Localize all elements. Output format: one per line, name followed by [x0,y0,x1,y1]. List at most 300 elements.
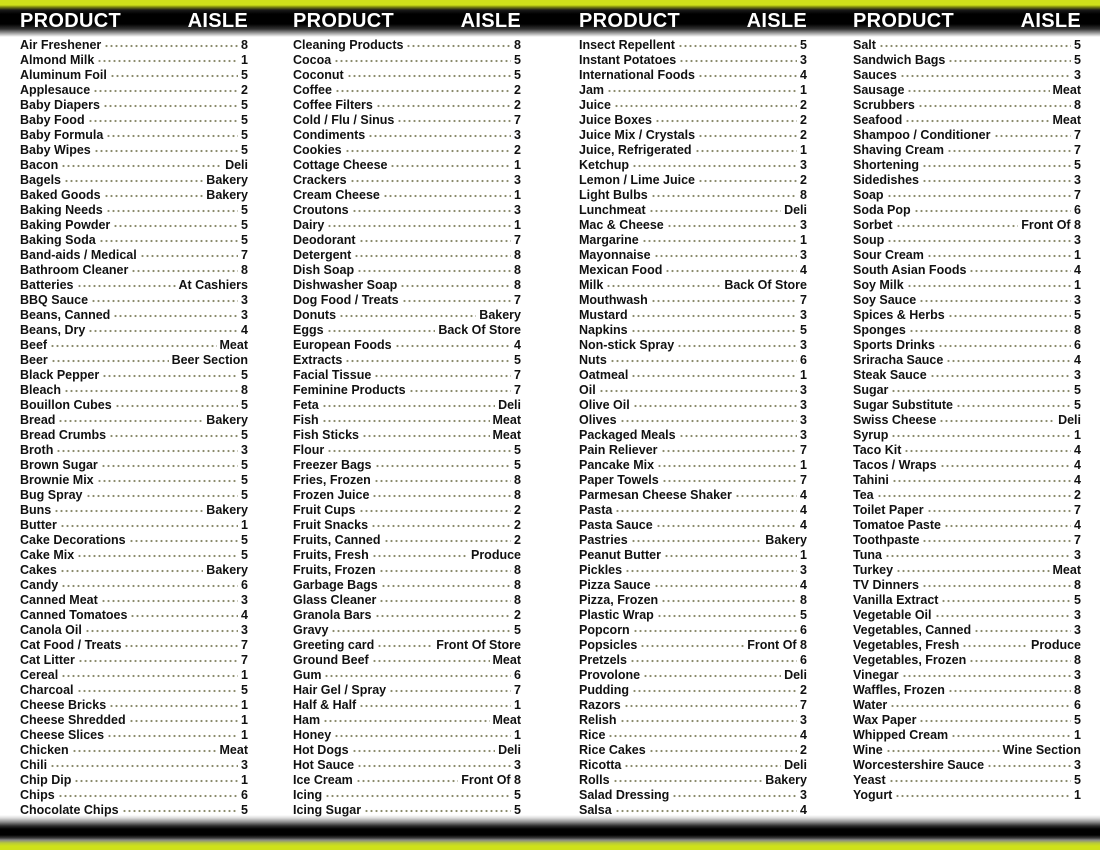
product-name: Cheese Shredded [20,713,126,727]
aisle-value: 3 [800,338,807,352]
dot-leader [930,374,1071,378]
dot-leader [614,104,797,108]
dot-leader [377,644,433,648]
product-row [579,278,807,293]
product-name: Gravy [293,623,329,637]
aisle-value: 2 [514,503,521,517]
product-name: Instant Potatoes [579,53,677,67]
aisle-value: 8 [514,263,521,277]
aisle-value: Bakery [765,773,807,787]
product-name: Soap [853,188,884,202]
product-name: Band-aids / Medical [20,248,137,262]
aisle-value: Bakery [479,308,521,322]
product-name: Baby Formula [20,128,104,142]
dot-leader [620,719,798,723]
aisle-value: Back Of Store [438,323,521,337]
aisle-value: 7 [1074,503,1081,517]
aisle-value: 3 [800,158,807,172]
aisle-value: Bakery [206,503,248,517]
product-row [853,83,1081,98]
product-name: Granola Bars [293,608,372,622]
bottom-band [0,815,1100,850]
product-name: Soup [853,233,885,247]
product-row [293,563,521,578]
dot-leader [74,779,238,783]
product-row [853,488,1081,503]
product-row [293,383,521,398]
aisle-value: 2 [800,113,807,127]
dot-leader [633,404,797,408]
aisle-value: 1 [514,188,521,202]
aisle-value: 5 [1074,713,1081,727]
product-row [293,473,521,488]
dot-leader [106,134,238,138]
product-name: Cake Mix [20,548,75,562]
aisle-value: Meat [492,653,521,667]
product-name: Pain Reliever [579,443,658,457]
aisle-value: 5 [241,218,248,232]
aisle-value: 8 [1074,98,1081,112]
product-row [293,788,521,803]
dot-leader [599,389,797,393]
product-row [20,413,248,428]
aisle-value: 7 [800,443,807,457]
product-row [853,458,1081,473]
product-row [579,533,807,548]
aisle-value: Meat [219,338,248,352]
aisle-value: 3 [800,788,807,802]
product-row [579,443,807,458]
product-list [293,38,521,818]
product-name: Chili [20,758,48,772]
dot-leader [97,59,238,63]
dot-leader [947,149,1071,153]
dot-leader [633,629,797,633]
dot-leader [94,149,238,153]
product-row [20,683,248,698]
dot-leader [889,779,1071,783]
product-row [20,533,248,548]
aisle-value: 3 [800,563,807,577]
dot-leader [371,524,511,528]
product-name: Relish [579,713,617,727]
product-row [293,458,521,473]
product-row [293,428,521,443]
product-name: Paper Towels [579,473,659,487]
product-name: Hot Sauce [293,758,355,772]
product-name: Condiments [293,128,366,142]
dot-leader [356,779,459,783]
product-name: Nuts [579,353,607,367]
dot-leader [895,794,1071,798]
dot-leader [374,374,511,378]
product-name: Sausage [853,83,905,97]
aisle-value: Meat [1052,113,1081,127]
dot-leader [922,179,1071,183]
product-row [579,743,807,758]
product-name: Vegetables, Canned [853,623,972,637]
product-name: Swiss Cheese [853,413,937,427]
product-row [20,113,248,128]
product-name: Fries, Frozen [293,473,371,487]
dot-leader [907,284,1071,288]
product-name: Fruits, Frozen [293,563,376,577]
aisle-value: 5 [514,443,521,457]
product-row [579,728,807,743]
product-row [293,173,521,188]
product-row [293,113,521,128]
product-name: Pizza, Frozen [579,593,659,607]
aisle-value: 3 [514,758,521,772]
aisle-value: 2 [800,173,807,187]
product-row [579,563,807,578]
product-name: Glass Cleaner [293,593,377,607]
aisle-value: 2 [800,683,807,697]
dot-leader [610,359,797,363]
product-name: Hair Gel / Spray [293,683,387,697]
product-name: European Foods [293,338,392,352]
product-row [20,338,248,353]
product-name: Wine [853,743,883,757]
dot-leader [389,689,511,693]
product-name: Salt [853,38,876,52]
product-row [20,143,248,158]
product-row [579,68,807,83]
dot-leader [85,629,238,633]
dot-leader [107,734,238,738]
dot-leader [106,209,238,213]
product-name: Dairy [293,218,325,232]
dot-leader [662,479,797,483]
aisle-value: 5 [241,68,248,82]
product-row [293,413,521,428]
aisle-value: 8 [800,593,807,607]
product-name: Mayonnaise [579,248,651,262]
aisle-value: 5 [241,113,248,127]
product-row [293,803,521,818]
dot-leader [677,344,797,348]
product-name: Sriracha Sauce [853,353,944,367]
dot-leader [327,449,511,453]
dot-leader [891,389,1071,393]
aisle-value: 1 [800,143,807,157]
product-name: Bacon [20,158,59,172]
dot-leader [357,269,511,273]
product-row [579,188,807,203]
dot-leader [896,569,1049,573]
product-name: Vegetables, Fresh [853,638,960,652]
product-row [293,728,521,743]
product-row [20,98,248,113]
product-row [579,518,807,533]
dot-leader [679,59,797,63]
aisle-value: 3 [1074,608,1081,622]
aisle-value: Meat [1052,83,1081,97]
product-name: Shampoo / Conditioner [853,128,991,142]
product-row [579,413,807,428]
product-name: Soy Milk [853,278,904,292]
product-name: Yogurt [853,788,893,802]
aisle-value: 5 [241,488,248,502]
product-name: Oil [579,383,596,397]
product-row [853,338,1081,353]
product-row [853,308,1081,323]
product-name: Cream Cheese [293,188,380,202]
dot-leader [362,434,490,438]
product-row [20,248,248,263]
dot-leader [664,554,797,558]
product-row [853,278,1081,293]
product-row [20,713,248,728]
product-row [579,368,807,383]
product-name: Tomatoe Paste [853,518,941,532]
product-row [293,98,521,113]
product-row [293,758,521,773]
aisle-value: 4 [800,803,807,817]
product-row [579,383,807,398]
product-name: International Foods [579,68,695,82]
aisle-value: 1 [241,713,248,727]
product-name: Margarine [579,233,639,247]
product-row [20,53,248,68]
product-row [293,578,521,593]
product-row [20,518,248,533]
dot-leader [735,494,797,498]
aisle-value: 8 [514,473,521,487]
product-row [853,98,1081,113]
aisle-value: Front Of Store [436,638,521,652]
product-name: Plastic Wrap [579,608,654,622]
aisle-value: 8 [241,38,248,52]
dot-leader [375,614,512,618]
product-row [20,608,248,623]
dot-leader [661,599,797,603]
product-row [293,443,521,458]
product-name: Baking Soda [20,233,96,247]
aisle-value: 4 [514,338,521,352]
dot-leader [113,314,238,318]
column-header [20,0,248,37]
aisle-value: 4 [241,608,248,622]
product-name: Ham [293,713,321,727]
product-name: Toilet Paper [853,503,924,517]
product-name: Beans, Canned [20,308,111,322]
aisle-value: 6 [800,653,807,667]
product-row [853,128,1081,143]
aisle-value: 3 [514,203,521,217]
dot-leader [368,134,511,138]
product-name: Tuna [853,548,882,562]
product-row [20,788,248,803]
product-column-3 [579,0,807,818]
product-name: Cat Food / Treats [20,638,122,652]
product-row [293,323,521,338]
product-row [293,623,521,638]
dot-leader [383,194,511,198]
aisle-value: 6 [1074,698,1081,712]
product-name: Bread Crumbs [20,428,107,442]
product-row [579,203,807,218]
product-row [853,593,1081,608]
product-row [579,128,807,143]
product-row [20,173,248,188]
product-name: Lemon / Lime Juice [579,173,696,187]
product-row [853,728,1081,743]
dot-leader [905,119,1049,123]
aisle-value: 3 [800,248,807,262]
aisle-value: 5 [241,98,248,112]
aisle-value: 8 [514,563,521,577]
product-name: Chips [20,788,55,802]
aisle-value: 3 [514,173,521,187]
aisle-value: Wine Section [1002,743,1081,757]
product-row [853,548,1081,563]
product-row [20,593,248,608]
product-row [853,698,1081,713]
aisle-value: 1 [1074,728,1081,742]
product-row [579,83,807,98]
dot-leader [122,809,238,813]
product-name: Pickles [579,563,623,577]
aisle-value: 1 [241,668,248,682]
product-name: Cheese Bricks [20,698,107,712]
column-header [853,0,1081,37]
product-row [293,713,521,728]
aisle-value: 1 [514,158,521,172]
product-name: Shaving Cream [853,143,945,157]
product-name: Tacos / Wraps [853,458,937,472]
product-row [853,113,1081,128]
aisle-value: 5 [241,533,248,547]
product-name: Cat Litter [20,653,75,667]
product-name: Baking Needs [20,203,103,217]
product-row [853,218,1081,233]
dot-leader [374,479,511,483]
dot-leader [86,494,239,498]
product-row [853,38,1081,53]
aisle-value: 1 [514,698,521,712]
aisle-value: 5 [241,398,248,412]
product-row [20,83,248,98]
aisle-value: 5 [800,323,807,337]
product-row [579,143,807,158]
aisle-value: 1 [800,83,807,97]
dot-leader [649,749,797,753]
product-row [853,188,1081,203]
product-name: Beer [20,353,48,367]
product-row [20,668,248,683]
aisle-value: Front Of 8 [461,773,521,787]
dot-leader [409,389,512,393]
product-row [853,608,1081,623]
product-name: Non-stick Spray [579,338,675,352]
dot-leader [64,179,203,183]
product-name: Vegetable Oil [853,608,932,622]
aisle-value: 5 [241,128,248,142]
dot-leader [395,344,511,348]
product-row [20,758,248,773]
dot-leader [99,239,238,243]
dot-leader [400,284,511,288]
product-row [853,413,1081,428]
dot-leader [939,419,1055,423]
aisle-value: 4 [1074,518,1081,532]
aisle-value: 8 [514,593,521,607]
product-row [293,548,521,563]
product-heading: PRODUCT [20,10,121,32]
product-name: Chip Dip [20,773,72,787]
dot-leader [630,659,797,663]
aisle-value: 3 [1074,668,1081,682]
product-row [853,653,1081,668]
product-row [853,383,1081,398]
dot-leader [698,74,797,78]
product-row [579,38,807,53]
aisle-value: Deli [498,743,521,757]
aisle-value: At Cashiers [178,278,248,292]
product-row [853,578,1081,593]
aisle-value: 6 [800,623,807,637]
product-name: Cake Decorations [20,533,126,547]
product-name: Air Freshener [20,38,102,52]
dot-leader [657,614,797,618]
aisle-value: 1 [800,548,807,562]
product-name: Almond Milk [20,53,95,67]
product-row [20,563,248,578]
product-name: Juice [579,98,611,112]
aisle-value: 2 [800,743,807,757]
product-name: Flour [293,443,325,457]
dot-leader [64,389,238,393]
product-name: Whipped Cream [853,728,949,742]
dot-leader [620,419,798,423]
dot-leader [50,344,216,348]
dot-leader [606,284,721,288]
product-name: Vanilla Extract [853,593,939,607]
product-row [20,218,248,233]
aisle-value: Meat [1052,563,1081,577]
dot-leader [88,119,238,123]
aisle-value: 7 [514,233,521,247]
dot-leader [654,254,797,258]
dot-leader [951,734,1071,738]
dot-leader [885,554,1071,558]
product-name: Toothpaste [853,533,920,547]
product-row [293,698,521,713]
dot-leader [103,104,238,108]
product-name: Extracts [293,353,343,367]
product-row [579,593,807,608]
dot-leader [624,704,797,708]
aisle-value: 1 [1074,248,1081,262]
product-row [853,683,1081,698]
aisle-value: Back Of Store [724,278,807,292]
product-name: Chocolate Chips [20,803,119,817]
dot-leader [109,434,238,438]
product-row [579,308,807,323]
dot-leader [679,434,797,438]
product-row [20,203,248,218]
aisle-value: 7 [514,113,521,127]
aisle-value: 1 [800,368,807,382]
product-name: Feta [293,398,319,412]
dot-leader [948,59,1071,63]
aisle-value: 2 [514,83,521,97]
aisle-value: 7 [241,638,248,652]
aisle-value: 8 [241,263,248,277]
aisle-value: 7 [241,248,248,262]
product-row [579,548,807,563]
